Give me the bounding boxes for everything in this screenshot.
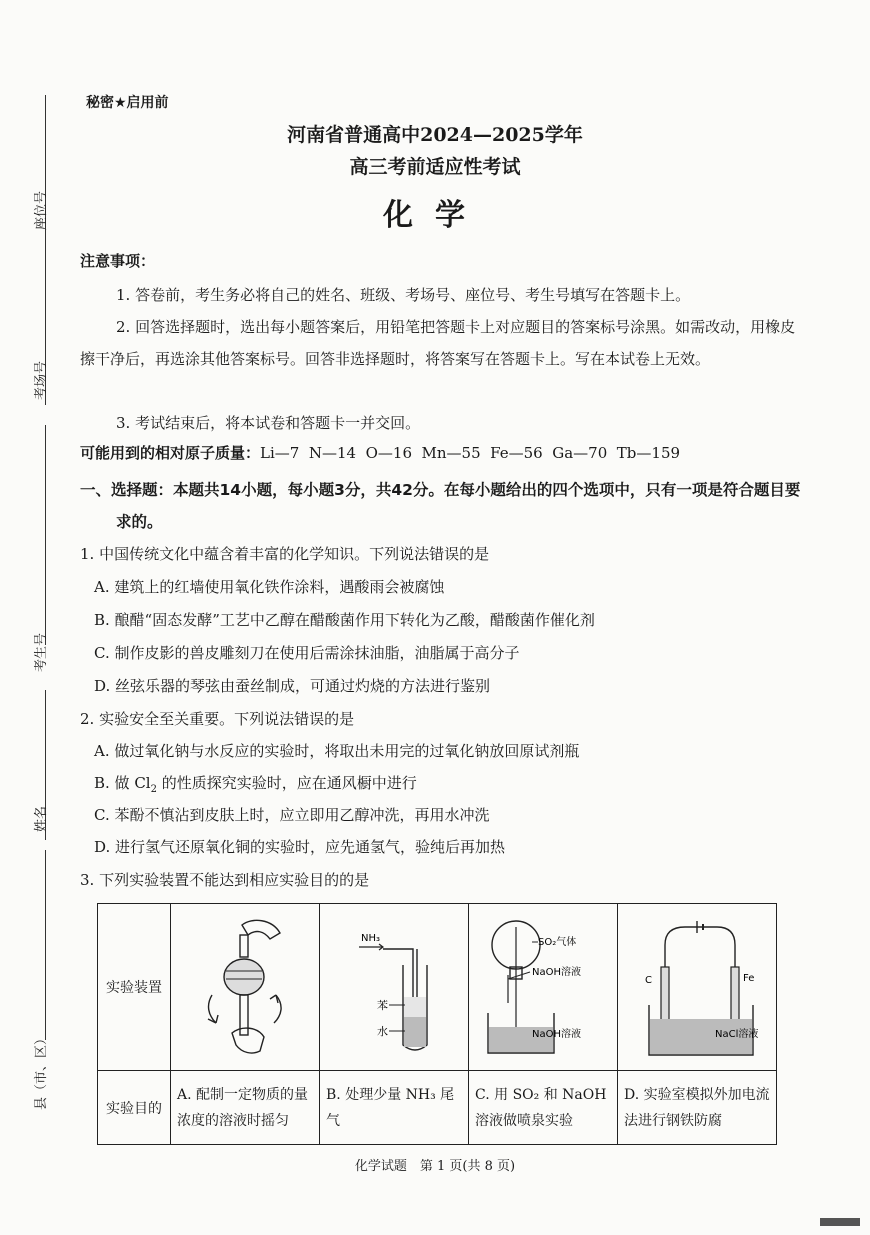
purpose-c: C. 用 SO₂ 和 NaOH 溶液做喷泉实验	[469, 1071, 618, 1145]
notice-item-2-text: 2. 回答选择题时，选出每小题答案后，用铅笔把答题卡上对应题目的答案标号涂黑。如需改动，用橡皮擦干净后，再选涂其他答案标号。回答非选择题时，将答案写在答题卡上。写在本试卷上无效。	[80, 318, 796, 368]
q1-stem: 1. 中国传统文化中蕴含着丰富的化学知识。下列说法错误的是	[80, 545, 490, 563]
q3-stem: 3. 下列实验装置不能达到相应实验目的的是	[80, 871, 370, 889]
row-header-purpose: 实验目的	[98, 1071, 171, 1145]
notice-heading: 注意事项：	[80, 252, 156, 270]
county-label: 县（市、区）	[34, 1031, 49, 1110]
apparatus-b	[320, 904, 469, 1071]
apparatus-d	[618, 904, 777, 1071]
exam-no-label: 考生号	[34, 632, 49, 672]
exam-room-label: 考场号	[34, 360, 49, 400]
notice-item-2	[80, 311, 800, 375]
nh3-absorption-figure	[321, 905, 467, 1065]
fig-c-naoh-label-2: NaOH溶液	[532, 1029, 581, 1040]
notice-item-3-text: 3. 考试结束后，将本试卷和答题卡一并交回。	[116, 414, 421, 432]
purpose-d: D. 实验室模拟外加电流法进行钢铁防腐	[618, 1071, 777, 1145]
row-header-apparatus: 实验装置	[98, 904, 171, 1071]
fig-d-nacl-label: NaCl溶液	[715, 1029, 759, 1040]
binding-line	[45, 850, 46, 1040]
volumetric-flask-shaking-figure	[172, 905, 318, 1065]
purpose-b: B. 处理少量 NH₃ 尾气	[320, 1071, 469, 1145]
q2-option-b-sub: 2	[150, 784, 157, 795]
q2-option-a: A. 做过氧化钠与水反应的实验时，将取出未用完的过氧化钠放回原试剂瓶	[94, 742, 580, 760]
notice-item-1	[80, 279, 800, 311]
section-heading	[80, 474, 805, 538]
atomic-masses-values: Li—7 N—14 O—16 Mn—55 Fe—56 Ga—70 Tb—159	[260, 444, 681, 462]
fig-b-gas-label: NH₃	[361, 933, 381, 944]
fig-c-gas-label: SO₂气体	[538, 937, 577, 948]
page-footer: 化学试题 第 1 页(共 8 页)	[354, 1159, 516, 1174]
binding-line	[45, 425, 46, 645]
q1-option-a: A. 建筑上的红墙使用氧化铁作涂料，遇酸雨会被腐蚀	[94, 578, 445, 596]
notice-item-1-text: 1. 答卷前，考生务必将自己的姓名、班级、考场号、座位号、考生号填写在答题卡上。	[116, 286, 691, 304]
fountain-experiment-figure	[470, 905, 616, 1065]
experiment-table	[97, 903, 777, 1145]
atomic-masses-label: 可能用到的相对原子质量：	[80, 444, 261, 462]
q2-option-b-pre: B. 做 Cl	[94, 774, 151, 792]
q1-option-c: C. 制作皮影的兽皮雕刻刀在使用后需涂抹油脂，油脂属于高分子	[94, 644, 520, 662]
q2-stem: 2. 实验安全至关重要。下列说法错误的是	[80, 710, 355, 728]
secret-mark: 秘密★启用前	[86, 95, 169, 111]
fig-b-benzene-label: 苯	[377, 999, 388, 1012]
impressed-current-figure	[619, 905, 775, 1065]
fig-b-water-label: 水	[377, 1025, 388, 1038]
purpose-a: A. 配制一定物质的量浓度的溶液时摇匀	[171, 1071, 320, 1145]
exam-subtitle: 高三考前适应性考试	[349, 156, 521, 178]
q2-option-c: C. 苯酚不慎沾到皮肤上时，应立即用乙醇冲洗，再用水冲洗	[94, 806, 490, 824]
name-label: 姓名	[34, 805, 49, 832]
q1-option-d: D. 丝弦乐器的琴弦由蚕丝制成，可通过灼烧的方法进行鉴别	[94, 677, 491, 695]
fig-c-naoh-label-1: NaOH溶液	[532, 967, 581, 978]
q2-option-b	[94, 772, 417, 795]
q1-option-b: B. 酿醋“固态发酵”工艺中乙醇在醋酸菌作用下转化为乙酸，醋酸菌作催化剂	[94, 611, 595, 629]
exam-title: 河南省普通高中2024—2025学年	[287, 124, 583, 146]
notice-item-3	[80, 407, 800, 439]
q2-option-b-post: 的性质探究实验时，应在通风橱中进行	[156, 774, 417, 792]
seat-label: 座位号	[34, 190, 49, 230]
apparatus-a	[171, 904, 320, 1071]
subject-title: 化学	[383, 198, 487, 233]
fig-d-carbon-label: C	[645, 975, 652, 986]
section-heading-text: 一、选择题：本题共14小题，每小题3分，共42分。在每小题给出的四个选项中，只有一项是符合题目要求的。	[80, 481, 801, 531]
apparatus-c	[469, 904, 618, 1071]
fig-d-iron-label: Fe	[743, 973, 755, 984]
q2-option-d: D. 进行氢气还原氧化铜的实验时，应先通氢气，验纯后再加热	[94, 838, 506, 856]
corner-watermark	[820, 1218, 860, 1226]
atomic-masses	[80, 442, 680, 463]
